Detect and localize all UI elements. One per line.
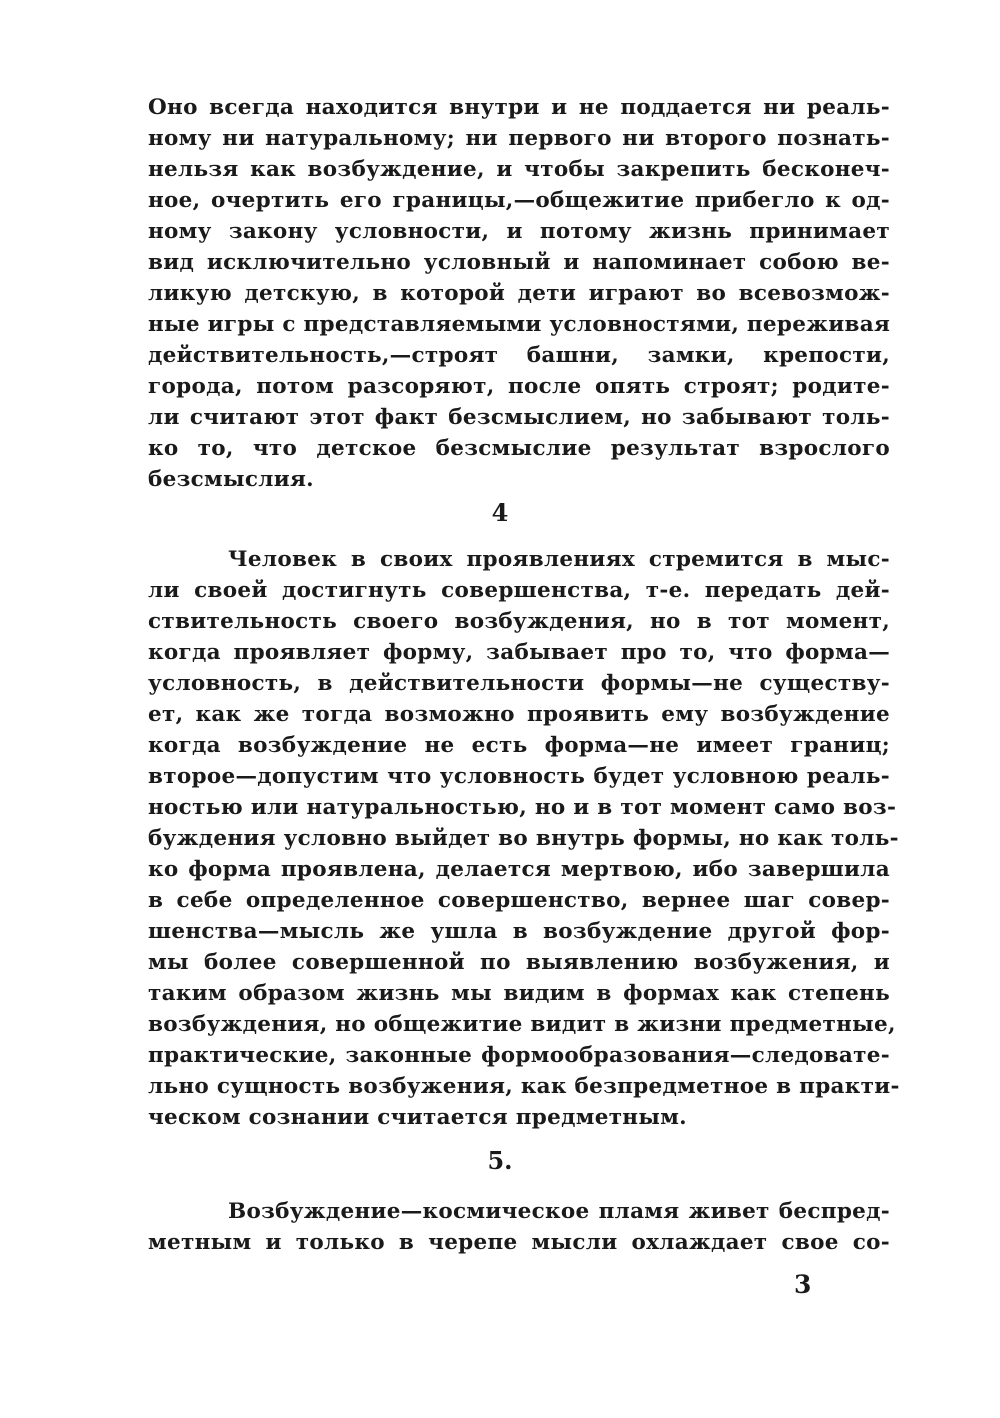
text-line: ческом сознании считается предметным.	[148, 1105, 687, 1130]
text-line: практические, законные формообразования—следовате-	[148, 1043, 890, 1068]
text-line: города, потом разсоряют, после опять строят; родите-	[148, 374, 890, 399]
text-line: когда проявляет форму, забывает про то, что форма—	[148, 640, 890, 665]
text-line: безсмыслия.	[148, 467, 314, 492]
text-line: ному закону условности, и потому жизнь принимает	[148, 219, 890, 244]
text-line: мы более совершенной по выявлению возбужения, и	[148, 950, 890, 975]
text-line: ные игры с представляемыми условностями, переживая	[148, 312, 891, 337]
text-line: ное, очертить его границы,—общежитие прибегло к од-	[148, 188, 890, 213]
text-line: ствительность своего возбуждения, но в тот момент,	[148, 609, 890, 634]
text-line: льно сущность возбужения, как безпредметное в практи-	[148, 1074, 900, 1099]
text-line: ет, как же тогда возможно проявить ему возбуждение	[148, 702, 890, 727]
text-line: шенства—мысль же ушла в возбуждение другой фор-	[148, 919, 890, 944]
text-line: действительность,—строят башни, замки, крепости,	[148, 343, 890, 368]
text-line: второе—допустим что условность будет условною реаль-	[148, 764, 890, 789]
text-line: ли своей достигнуть совершенства, т-е. передать дей-	[148, 578, 890, 603]
page-number: 3	[794, 1270, 812, 1299]
section-5-paragraph	[148, 1196, 890, 1258]
text-line: возбуждения, но общежитие видит в жизни предметные,	[148, 1012, 896, 1037]
text-line: когда возбуждение не есть форма—не имеет границ;	[148, 733, 890, 758]
paragraph-1	[148, 92, 890, 495]
text-line: метным и только в черепе мысли охлаждает свое со-	[148, 1230, 890, 1255]
text-line: условность, в действительности формы—не существу-	[148, 671, 890, 696]
text-line: Человек в своих проявлениях стремится в мыс-	[228, 547, 890, 572]
text-line: таким образом жизнь мы видим в формах как степень	[148, 981, 890, 1006]
text-line: Возбуждение—космическое пламя живет беспред-	[228, 1199, 890, 1224]
section-number-4: 4	[491, 498, 509, 527]
text-line: ликую детскую, в которой дети играют во всевозмож-	[148, 281, 890, 306]
text-line: буждения условно выйдет во внутрь формы, но как толь-	[148, 826, 899, 851]
text-line: в себе определенное совершенство, вернее шаг совер-	[148, 888, 890, 913]
text-line: ко форма проявлена, делается мертвою, ибо завершила	[148, 857, 890, 882]
text-line: вид исключительно условный и напоминает собою ве-	[148, 250, 890, 275]
text-line: нельзя как возбуждение, и чтобы закрепить бесконеч-	[148, 157, 890, 182]
text-line: Оно всегда находится внутри и не поддается ни реаль-	[148, 95, 890, 120]
text-line: ко то, что детское безсмыслие результат взрослого	[148, 436, 890, 461]
section-4-paragraph	[148, 544, 900, 1133]
text-line: ли считают этот факт безсмыслием, но забывают толь-	[148, 405, 890, 430]
text-line: ному ни натуральному; ни первого ни второго познать-	[148, 126, 890, 151]
text-line: ностью или натуральностью, но и в тот момент само воз-	[148, 795, 897, 820]
section-number-5: 5.	[487, 1146, 513, 1175]
